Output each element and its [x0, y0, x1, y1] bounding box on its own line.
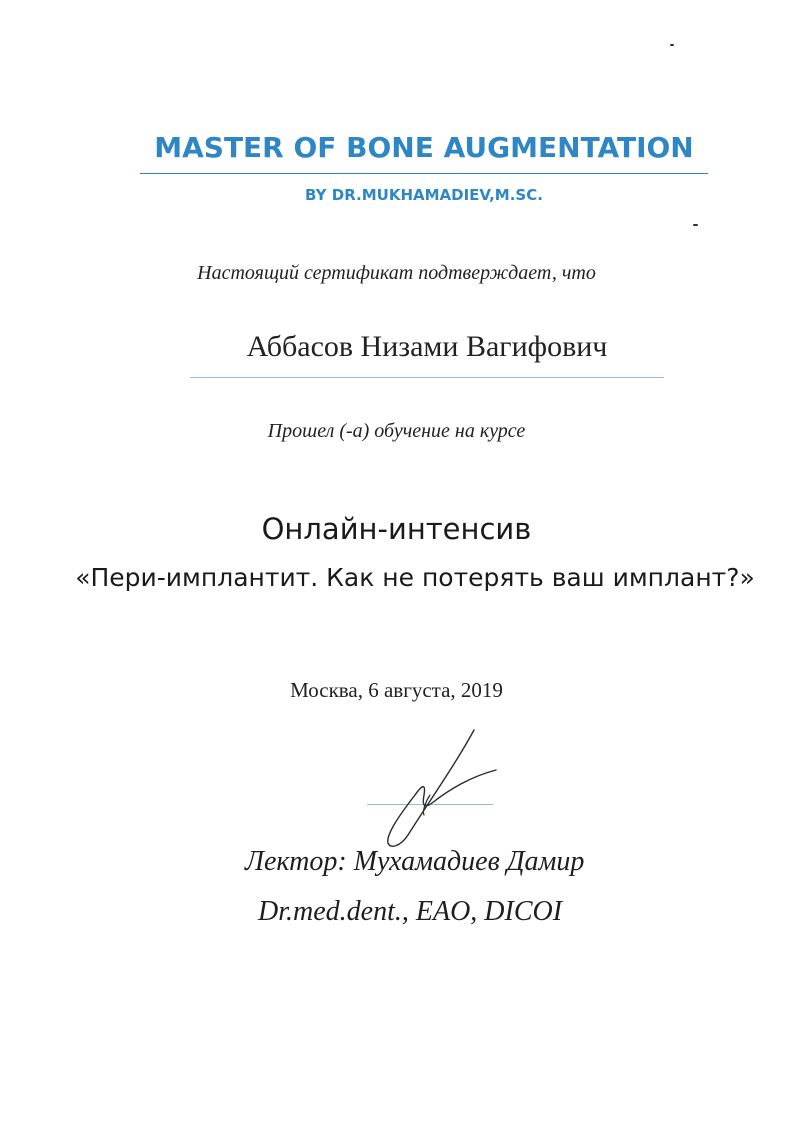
scan-speck [670, 44, 674, 46]
certificate-confirms-text: Настоящий сертификат подтверждает, что [197, 262, 596, 284]
lecturer-name: Лектор: Мухамадиев Дамир [245, 846, 585, 877]
course-name: «Пери-имплантит. Как не потерять ваш имплант?» [75, 563, 755, 592]
recipient-name-underline [190, 377, 664, 378]
brand-subtitle: BY DR.MUKHAMADIEV,M.SC. [305, 186, 543, 204]
brand-divider [140, 173, 708, 174]
lecturer-credentials: Dr.med.dent., EAO, DICOI [258, 896, 563, 927]
scan-speck [693, 224, 698, 226]
signature [360, 725, 510, 855]
brand-title: MASTER OF BONE AUGMENTATION [154, 131, 694, 164]
place-and-date: Москва, 6 августа, 2019 [290, 678, 503, 702]
passed-training-text: Прошел (-а) обучение на курсе [267, 420, 526, 442]
course-type: Онлайн-интенсив [261, 512, 532, 546]
recipient-name: Аббасов Низами Вагифович [246, 330, 608, 363]
